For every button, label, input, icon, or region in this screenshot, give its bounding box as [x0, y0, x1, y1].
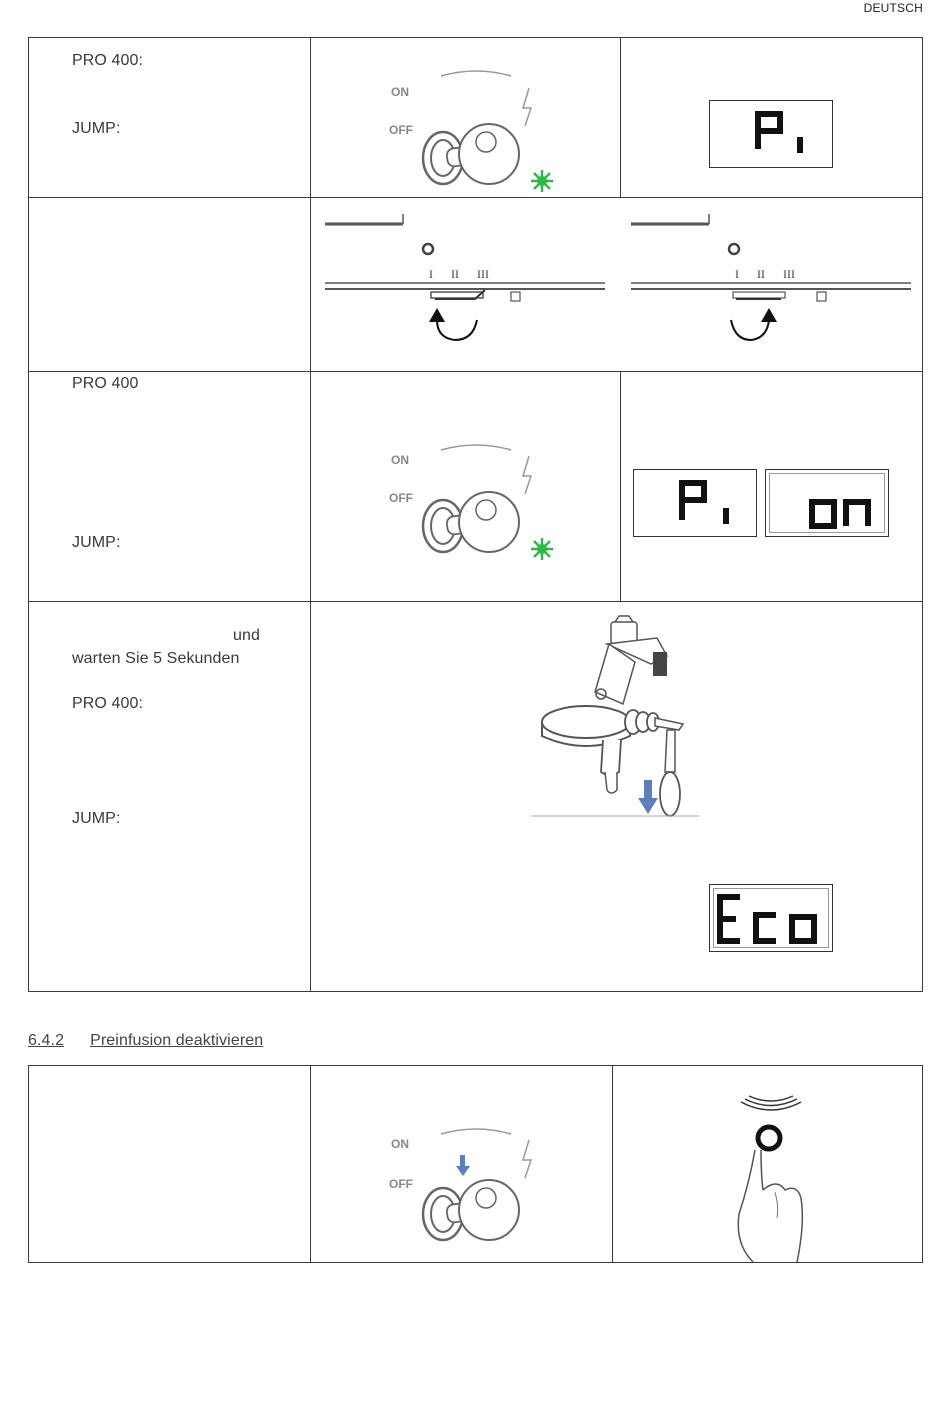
segment-display	[709, 884, 833, 952]
model-label-pro400: PRO 400:	[72, 695, 144, 712]
position-label: II	[757, 267, 765, 281]
eco-display-glyph	[710, 885, 832, 951]
model-label-jump: JUMP:	[72, 120, 121, 137]
off-label: OFF	[389, 123, 413, 137]
image-cell	[311, 372, 621, 602]
on-display-glyph	[766, 470, 888, 536]
text-cell	[29, 372, 311, 602]
arrow-down-icon	[637, 778, 659, 818]
table-row	[29, 198, 923, 372]
image-cell	[311, 198, 923, 372]
off-label: OFF	[389, 491, 413, 505]
position-label: III	[783, 267, 795, 281]
image-cell	[311, 38, 621, 198]
model-label-jump: JUMP:	[72, 534, 121, 551]
segment-display	[633, 469, 757, 537]
image-cell	[311, 602, 923, 992]
section-number: 6.4.2	[28, 1032, 65, 1049]
model-label-pro400: PRO 400	[72, 375, 139, 392]
model-label-pro400: PRO 400:	[72, 52, 144, 69]
p1-display-glyph	[710, 101, 832, 167]
image-cell	[311, 1066, 613, 1263]
text-cell	[29, 38, 311, 198]
preinfusion-lever-right-illustration	[631, 212, 921, 360]
led-indicator-icon	[529, 536, 555, 562]
on-label: ON	[391, 453, 409, 467]
position-label: II	[451, 267, 459, 281]
press-button-illustration	[717, 1094, 817, 1262]
instruction-text: und	[233, 627, 260, 644]
arrow-down-icon	[455, 1154, 471, 1178]
section-heading	[28, 1032, 263, 1050]
table-row	[29, 372, 923, 602]
preinfusion-lever-left-illustration	[325, 212, 615, 360]
position-label: III	[477, 267, 489, 281]
instruction-text: warten Sie 5 Sekunden	[72, 650, 240, 667]
segment-display	[765, 469, 889, 537]
steam-wand-illustration	[531, 612, 711, 818]
segment-display	[709, 100, 833, 168]
deactivate-table	[28, 1065, 923, 1263]
display-cell	[621, 372, 923, 602]
on-label: ON	[391, 85, 409, 99]
text-cell	[29, 198, 311, 372]
display-cell	[621, 38, 923, 198]
section-title: Preinfusion deaktivieren	[90, 1032, 264, 1049]
p1-display-glyph	[634, 470, 756, 536]
image-cell	[613, 1066, 923, 1263]
language-label: DEUTSCH	[863, 1, 923, 15]
group-switch-illustration	[371, 1126, 571, 1254]
table-row	[29, 1066, 923, 1263]
position-label: I	[429, 267, 433, 281]
table-row	[29, 38, 923, 198]
model-label-jump: JUMP:	[72, 810, 121, 827]
table-row	[29, 602, 923, 992]
off-label: OFF	[389, 1177, 413, 1191]
position-label: I	[735, 267, 739, 281]
instruction-table	[28, 37, 923, 992]
text-cell	[29, 1066, 311, 1263]
led-indicator-icon	[529, 168, 555, 194]
on-label: ON	[391, 1137, 409, 1151]
text-cell	[29, 602, 311, 992]
